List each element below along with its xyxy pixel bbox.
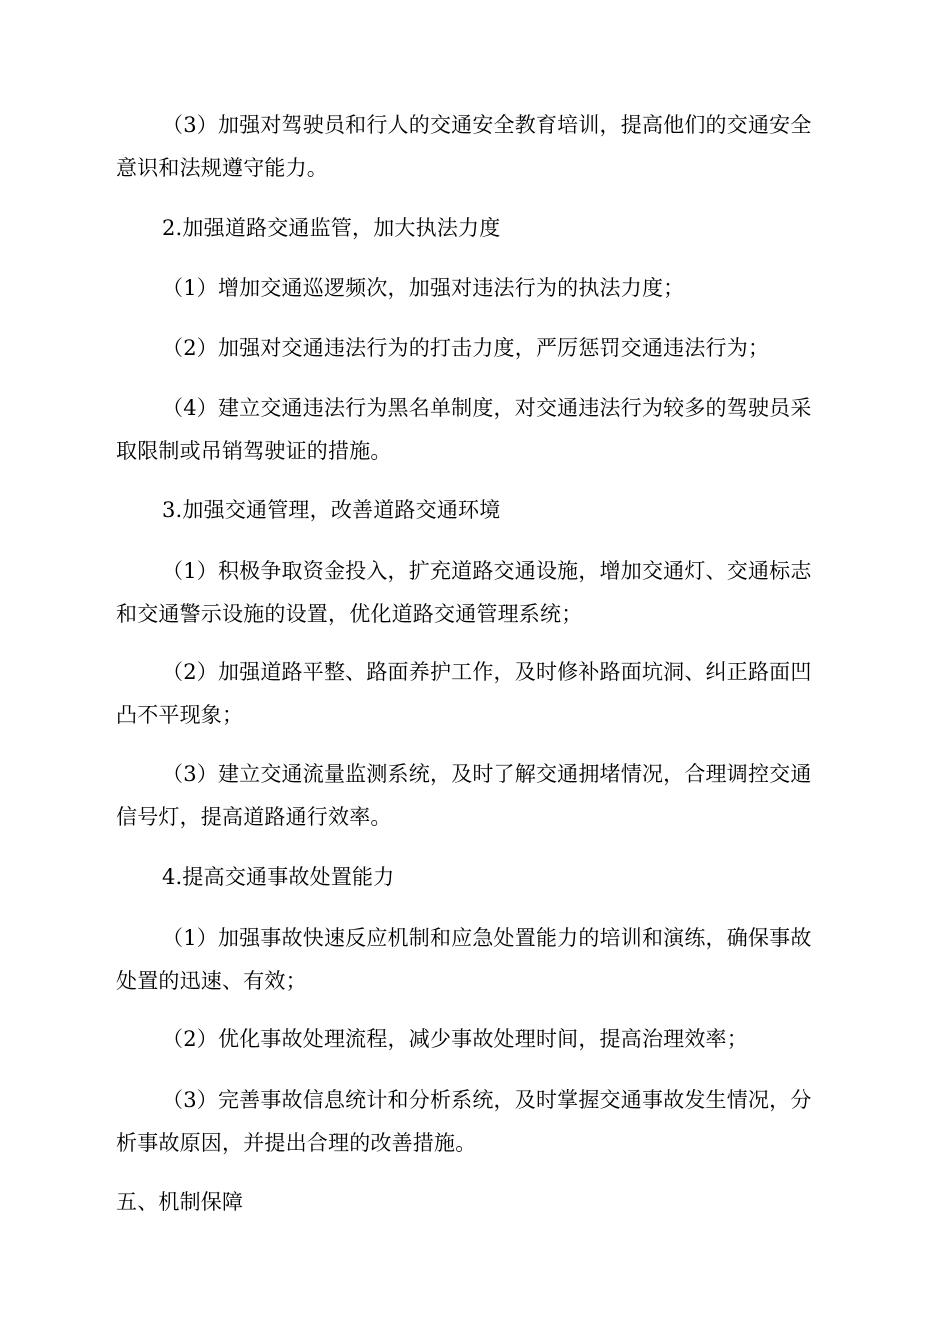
- heading-supervision: 2.加强道路交通监管，加大执法力度: [162, 216, 501, 240]
- paragraph-blacklist: （4）建立交通违法行为黑名单制度，对交通违法行为较多的驾驶员采取限制或吊销驾驶证的措施。: [116, 396, 812, 463]
- paragraph-process-optimization: （2）优化事故处理流程，减少事故处理时间，提高治理效率；: [162, 1027, 748, 1051]
- paragraph-patrol: （1）增加交通巡逻频次，加强对违法行为的执法力度；: [162, 276, 685, 300]
- section-heading-mechanism: 五、机制保障: [116, 1190, 244, 1214]
- paragraph-road-maintenance: （2）加强道路平整、路面养护工作，及时修补路面坑洞、纠正路面凹凸不平现象；: [116, 660, 812, 727]
- paragraph-statistics-system: （3）完善事故信息统计和分析系统，及时掌握交通事故发生情况，分析事故原因，并提出合理的改善措施。: [116, 1088, 812, 1155]
- paragraph-education: （3）加强对驾驶员和行人的交通安全教育培训，提高他们的交通安全意识和法规遵守能力。: [116, 113, 812, 180]
- heading-accident-handling: 4.提高交通事故处置能力: [162, 865, 395, 889]
- paragraph-emergency-training: （1）加强事故快速反应机制和应急处置能力的培训和演练，确保事故处置的迅速、有效；: [116, 926, 812, 993]
- paragraph-traffic-monitoring: （3）建立交通流量监测系统，及时了解交通拥堵情况，合理调控交通信号灯，提高道路通行效率。: [116, 762, 812, 829]
- heading-management: 3.加强交通管理，改善道路交通环境: [162, 498, 501, 522]
- paragraph-crackdown: （2）加强对交通违法行为的打击力度，严厉惩罚交通违法行为；: [162, 336, 770, 360]
- paragraph-facilities: （1）积极争取资金投入，扩充道路交通设施，增加交通灯、交通标志和交通警示设施的设置，优化道路交通管理系统；: [116, 559, 812, 626]
